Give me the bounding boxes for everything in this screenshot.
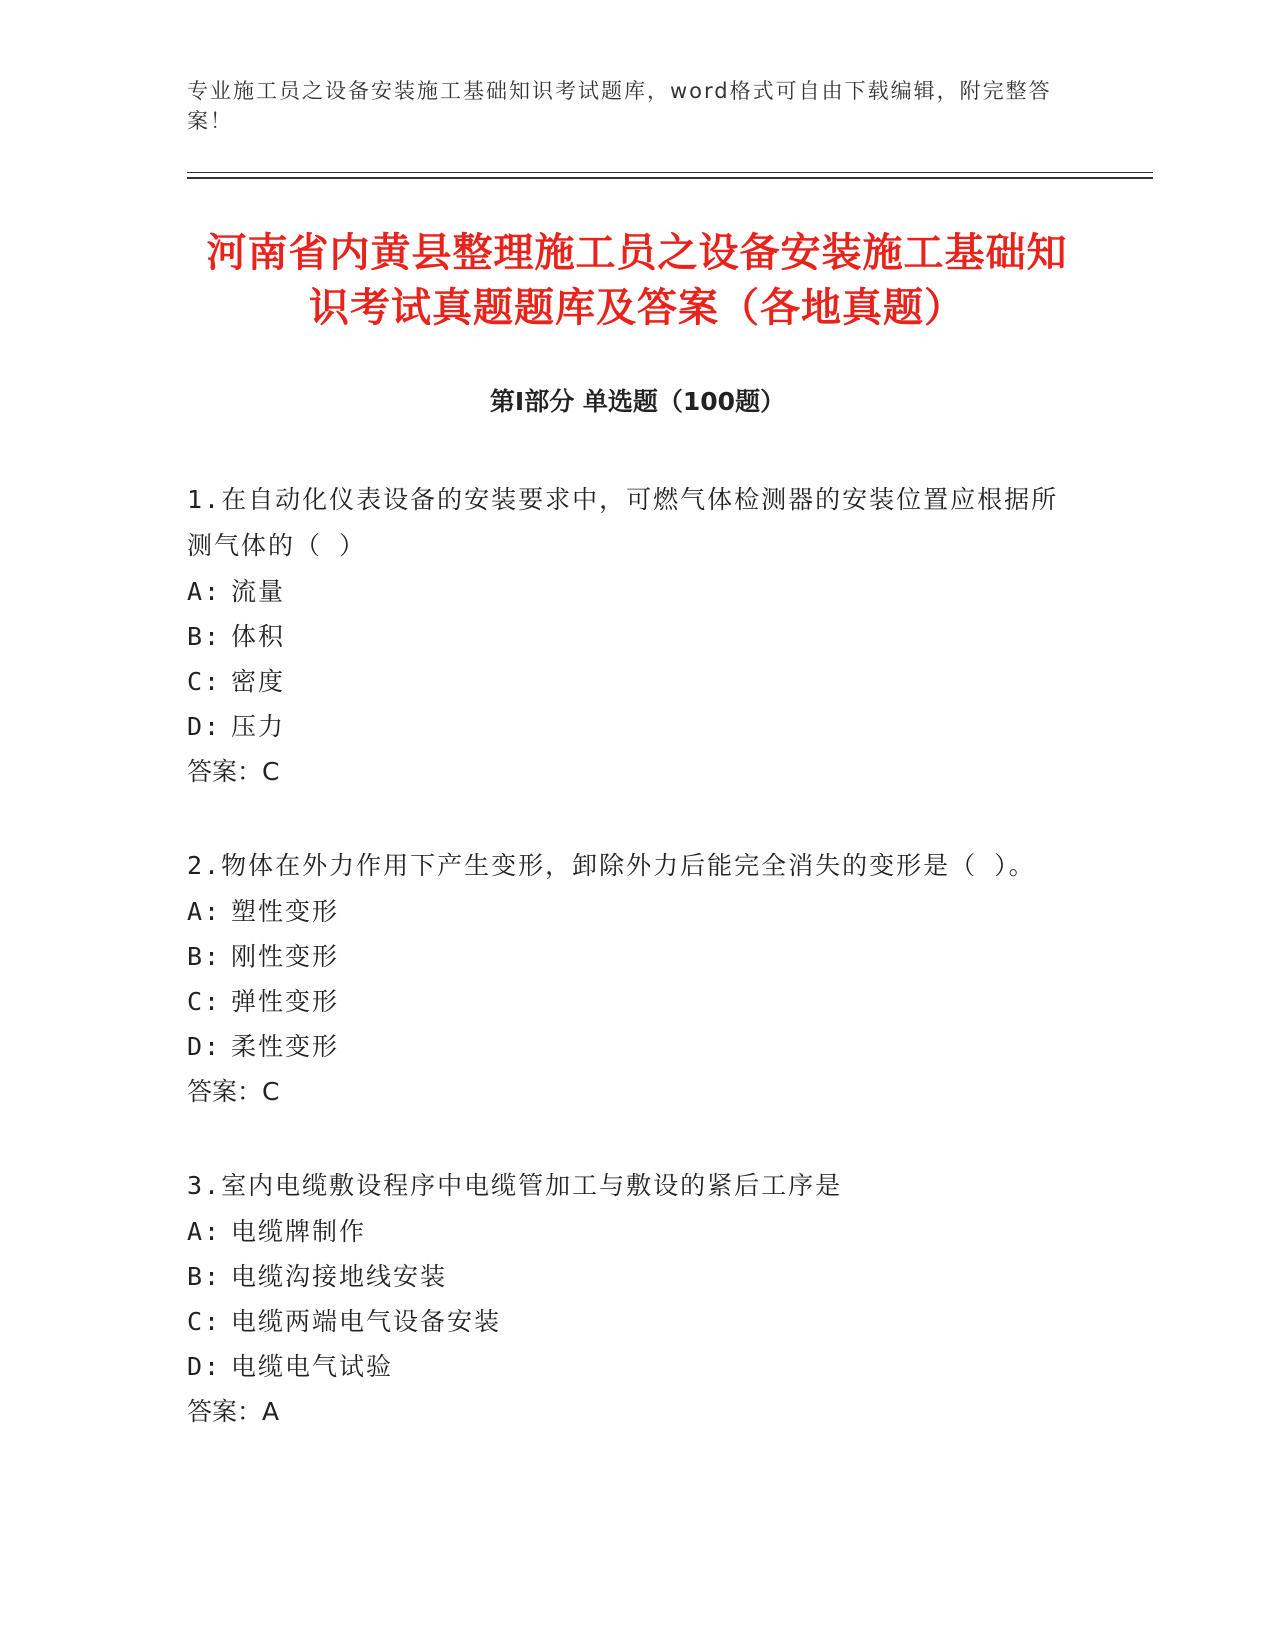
question-stem: 2.物体在外力作用下产生变形，卸除外力后能完全消失的变形是（ ）。 (187, 851, 1036, 880)
question-stem: 1.在自动化仪表设备的安装要求中，可燃气体检测器的安装位置应根据所测气体的（ ） (187, 485, 1059, 560)
question-item (187, 477, 1067, 795)
option-key: A: (187, 1217, 222, 1246)
option-b (187, 934, 1067, 979)
option-text: 弹性变形 (231, 987, 340, 1016)
header-note: 专业施工员之设备安装施工基础知识考试题库，word格式可自由下载编辑，附完整答案！ (187, 79, 1052, 133)
option-text: 刚性变形 (231, 942, 340, 971)
header-divider-thin (187, 172, 1153, 173)
option-text: 体积 (231, 622, 286, 651)
option-key: D: (187, 1352, 222, 1381)
option-a (187, 1209, 1067, 1254)
option-d (187, 1024, 1067, 1069)
answer-line: 答案：C (187, 757, 280, 786)
option-text: 电缆牌制作 (231, 1217, 367, 1246)
option-key: D: (187, 1032, 222, 1061)
option-key: C: (187, 1307, 222, 1336)
answer-line: 答案：C (187, 1077, 280, 1106)
option-key: D: (187, 712, 222, 741)
section-heading: 第Ⅰ部分 单选题（100题） (489, 387, 786, 416)
option-text: 柔性变形 (231, 1032, 340, 1061)
option-key: C: (187, 667, 222, 696)
option-b (187, 614, 1067, 659)
question-stem: 3.室内电缆敷设程序中电缆管加工与敷设的紧后工序是 (187, 1171, 843, 1200)
option-text: 电缆沟接地线安装 (231, 1262, 448, 1291)
question-item (187, 843, 1067, 1115)
option-c (187, 979, 1067, 1024)
option-text: 电缆电气试验 (231, 1352, 394, 1381)
option-a (187, 889, 1067, 934)
option-key: A: (187, 897, 222, 926)
question-list (187, 477, 1067, 1483)
option-c (187, 659, 1067, 704)
option-d (187, 1344, 1067, 1389)
option-text: 流量 (231, 577, 286, 606)
question-item (187, 1163, 1067, 1435)
option-key: B: (187, 622, 222, 651)
option-key: A: (187, 577, 222, 606)
option-d (187, 704, 1067, 749)
answer-line: 答案：A (187, 1397, 280, 1426)
option-text: 塑性变形 (231, 897, 340, 926)
header-divider-thick (187, 177, 1153, 179)
document-title: 河南省内黄县整理施工员之设备安装施工基础知识考试真题题库及答案（各地真题） (206, 230, 1068, 331)
option-text: 电缆两端电气设备安装 (231, 1307, 502, 1336)
option-key: C: (187, 987, 222, 1016)
option-a (187, 569, 1067, 614)
option-b (187, 1254, 1067, 1299)
option-key: B: (187, 1262, 222, 1291)
option-text: 压力 (231, 712, 286, 741)
option-key: B: (187, 942, 222, 971)
option-text: 密度 (231, 667, 286, 696)
option-c (187, 1299, 1067, 1344)
